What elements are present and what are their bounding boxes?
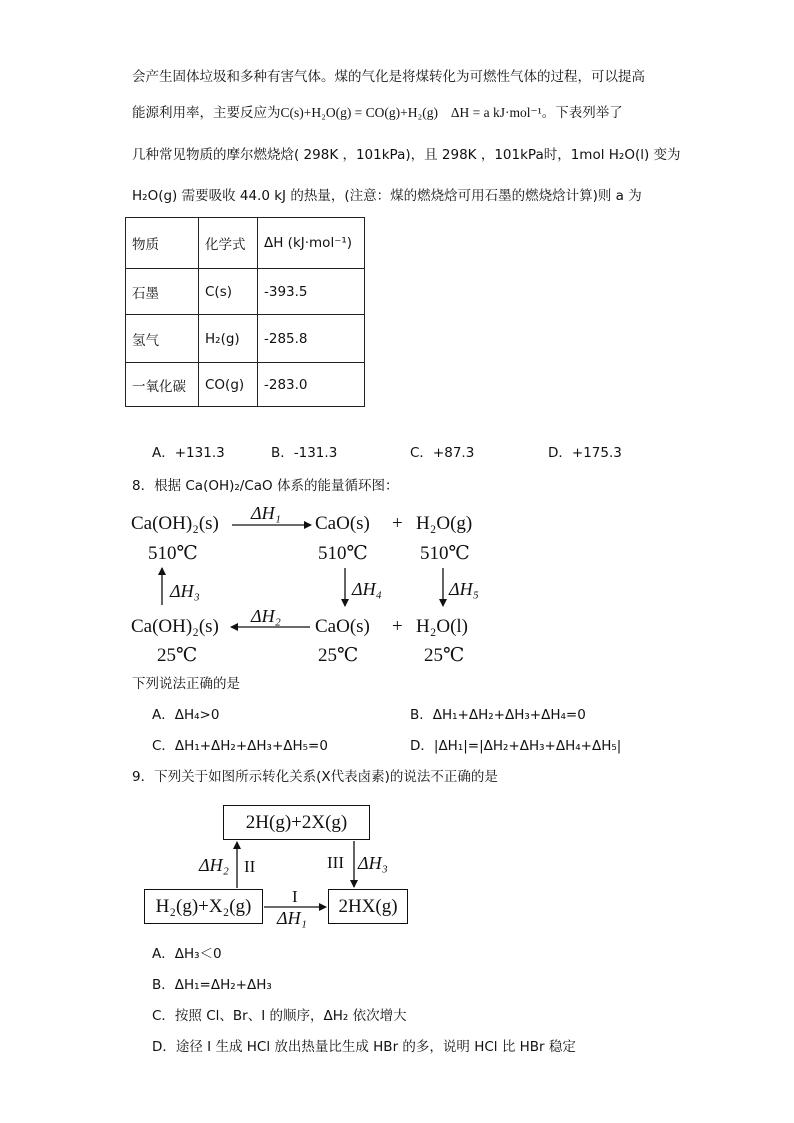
intro-line-2-text: 能源利用率，主要反应为 xyxy=(132,105,281,121)
top-right-species: H₂O(g) xyxy=(416,513,473,534)
dh1-label: ΔH₁ xyxy=(277,908,307,928)
q8-prompt: 下列说法正确的是 xyxy=(132,676,240,692)
temp-label: 510℃ xyxy=(420,543,470,564)
dh1-label: ΔH₁ xyxy=(251,503,281,523)
bottom-mid-species: CaO(s) xyxy=(315,616,370,637)
top-left-species: Ca(OH)₂(s) xyxy=(131,513,219,534)
q9-option-d: D．途径 I 生成 HCl 放出热量比生成 HBr 的多，说明 HCl 比 HBr 稳定 xyxy=(152,1039,576,1055)
temp-label: 25℃ xyxy=(318,645,359,666)
table-cell: 一氧化碳 xyxy=(126,363,199,407)
bottom-left-species: Ca(OH)₂(s) xyxy=(131,616,219,637)
reaction-enthalpy: ΔH = a kJ·mol⁻¹ xyxy=(450,105,542,120)
q8-option-c: C．ΔH₁+ΔH₂+ΔH₃+ΔH₅=0 xyxy=(152,738,328,754)
route-ii-label: II xyxy=(244,857,256,876)
q8-stem: 8．根据 Ca(OH)₂/CaO 体系的能量循环图： xyxy=(132,478,399,494)
dh3-label: ΔH₃ xyxy=(358,853,388,873)
q7-option-c: C．+87.3 xyxy=(410,445,475,461)
route-i-label: I xyxy=(292,887,298,906)
right-box: 2HX(g) xyxy=(328,889,408,924)
table-cell: -283.0 xyxy=(258,363,365,407)
dh2-label: ΔH₂ xyxy=(251,606,281,626)
table-cell: 氢气 xyxy=(126,315,199,363)
temp-label: 510℃ xyxy=(148,543,198,564)
temp-label: 25℃ xyxy=(157,645,198,666)
q8-option-b: B．ΔH₁+ΔH₂+ΔH₃+ΔH₄=0 xyxy=(410,707,586,723)
table-cell: -393.5 xyxy=(258,269,365,315)
intro-line-4: H₂O(g) 需要吸收 44.0 kJ 的热量，(注意：煤的燃烧焓可用石墨的燃烧焓计算)则 a 为 xyxy=(132,188,642,204)
route-iii-label: III xyxy=(327,853,344,872)
intro-line-1: 会产生固体垃圾和多种有害气体。煤的气化是将煤转化为可燃性气体的过程，可以提高 xyxy=(132,69,645,85)
conversion-arrows xyxy=(0,780,794,940)
table-header-cell: ΔH (kJ·mol⁻¹) xyxy=(258,218,365,269)
q8-option-a: A．ΔH₄>0 xyxy=(152,707,220,723)
temp-label: 25℃ xyxy=(424,645,465,666)
dh4-label: ΔH₄ xyxy=(352,579,382,599)
top-box: 2H(g)+2X(g) xyxy=(223,805,370,840)
plus-sign: + xyxy=(392,513,403,534)
table-header-cell: 物质 xyxy=(126,218,199,269)
q9-option-c: C．按照 Cl、Br、I 的顺序，ΔH₂ 依次增大 xyxy=(152,1008,407,1024)
reaction-equation: C(s)+H₂O(g) = CO(g)+H₂(g) xyxy=(280,105,438,120)
dh3-label: ΔH₃ xyxy=(170,581,200,601)
table-cell: 石墨 xyxy=(126,269,199,315)
table-cell: H₂(g) xyxy=(199,315,258,363)
q8-option-d: D．|ΔH₁|=|ΔH₂+ΔH₃+ΔH₄+ΔH₅| xyxy=(410,738,622,754)
table-header-cell: 化学式 xyxy=(199,218,258,269)
q9-option-b: B．ΔH₁=ΔH₂+ΔH₃ xyxy=(152,977,272,993)
q7-option-a: A．+131.3 xyxy=(152,445,225,461)
intro-line-2-tail: 。下表列举了 xyxy=(541,105,623,121)
temp-label: 510℃ xyxy=(318,543,368,564)
dh2-label: ΔH₂ xyxy=(199,855,229,875)
table-cell: C(s) xyxy=(199,269,258,315)
top-mid-species: CaO(s) xyxy=(315,513,370,534)
plus-sign: + xyxy=(392,616,403,637)
q7-option-b: B．-131.3 xyxy=(271,445,338,461)
intro-line-3: 几种常见物质的摩尔燃烧焓( 298K ，101kPa)，且 298K ，101kPa时，1mol H₂O(l) 变为 xyxy=(132,147,681,163)
left-box: H₂(g)+X₂(g) xyxy=(144,889,263,924)
dh5-label: ΔH₅ xyxy=(449,579,479,599)
table-cell: CO(g) xyxy=(199,363,258,407)
q9-stem: 9．下列关于如图所示转化关系(X代表卤素)的说法不正确的是 xyxy=(132,769,498,785)
q7-option-d: D．+175.3 xyxy=(548,445,622,461)
table-cell: -285.8 xyxy=(258,315,365,363)
bottom-right-species: H₂O(l) xyxy=(416,616,468,637)
q9-option-a: A．ΔH₃＜0 xyxy=(152,946,222,962)
